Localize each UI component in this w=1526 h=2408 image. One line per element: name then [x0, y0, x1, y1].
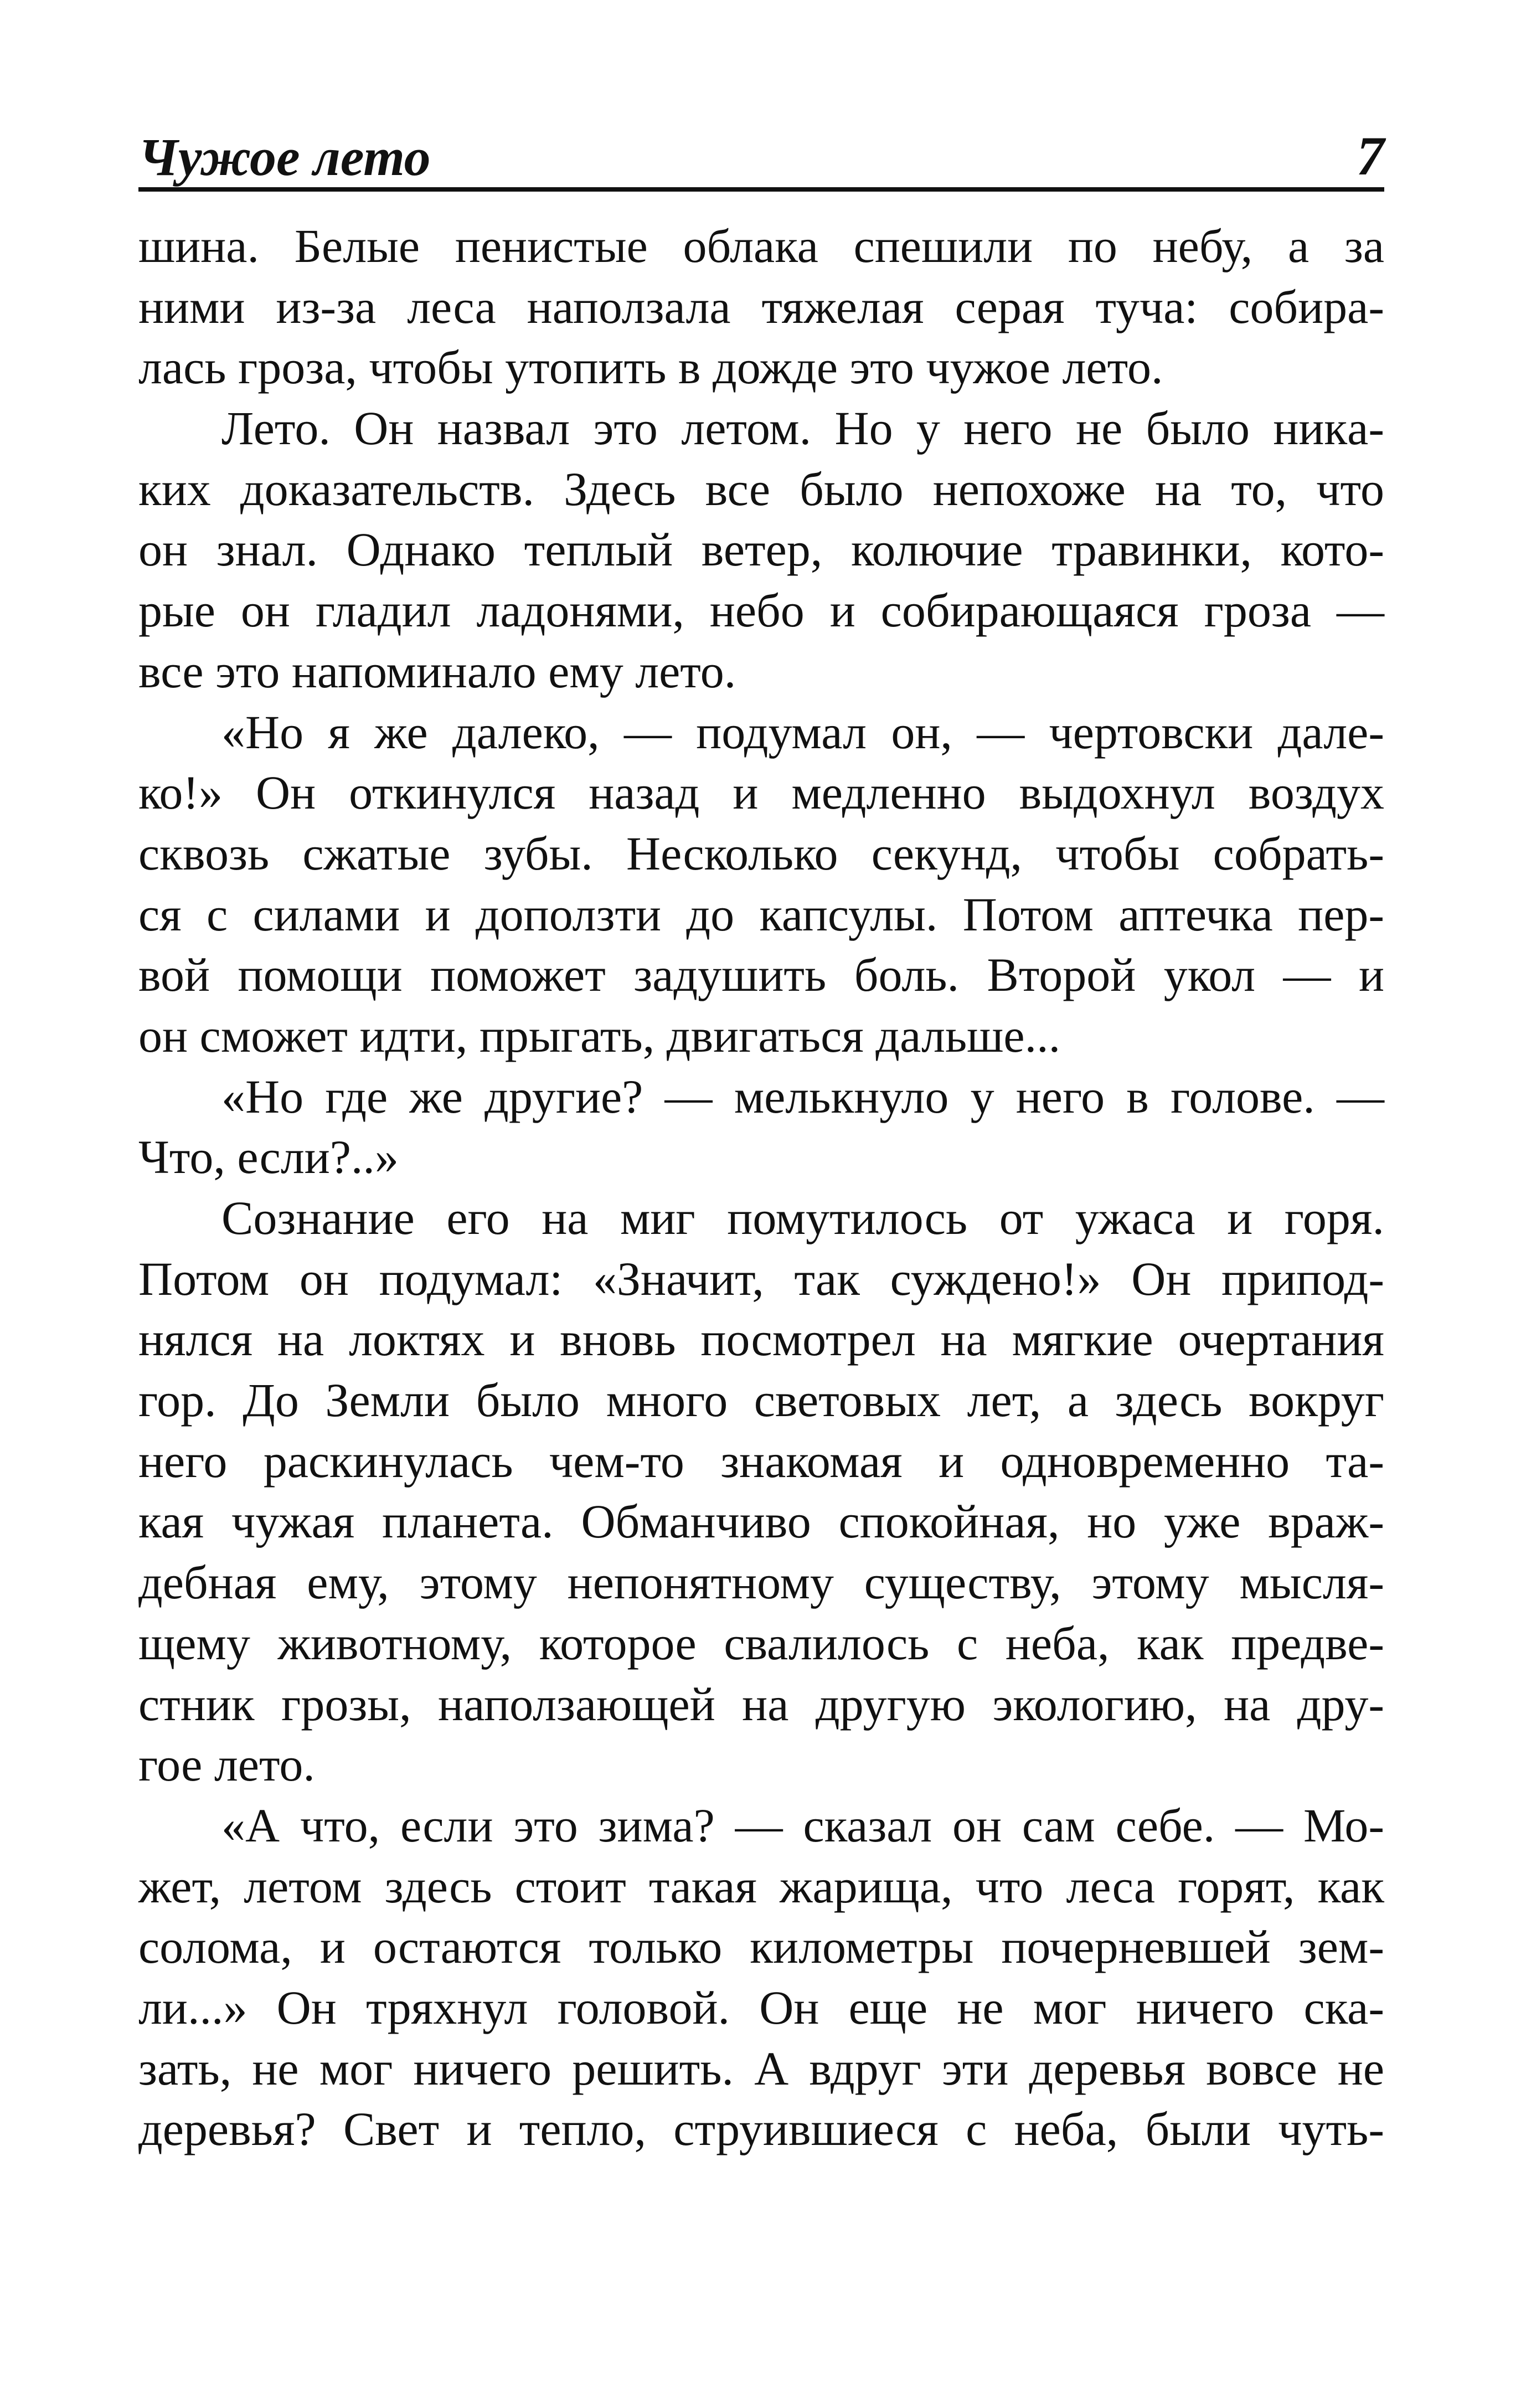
- text-line: ко!» Он откинулся назад и медленно выдохнул воздух: [138, 766, 1384, 820]
- paragraph: [138, 1795, 1384, 2160]
- running-head-title: Чужое лето: [138, 127, 431, 187]
- text-line: щему животному, которое свалилось с неба, как предве-: [138, 1616, 1384, 1670]
- text-line: ких доказательств. Здесь все было непохоже на то, что: [138, 462, 1384, 516]
- text-line: «А что, если это зима? — сказал он сам себе. — Мо-: [221, 1798, 1384, 1852]
- text-line: гор. До Земли было много световых лет, а здесь вокруг: [138, 1373, 1384, 1427]
- text-line: «Но где же другие? — мелькнуло у него в голове. —: [221, 1069, 1384, 1123]
- text-line: солома, и остаются только километры почерневшей зем-: [138, 1920, 1384, 1974]
- text-line: «Но я же далеко, — подумал он, — чертовски дале-: [221, 705, 1384, 759]
- paragraph: [138, 1188, 1384, 1795]
- text-line: гое лето.: [138, 1738, 315, 1792]
- text-line: вой помощи поможет задушить боль. Второй укол — и: [138, 948, 1384, 1002]
- text-line: дебная ему, этому непонятному существу, этому мысля-: [138, 1556, 1384, 1609]
- text-line: шина. Белые пенистые облака спешили по небу, а за: [138, 219, 1384, 272]
- text-line: сквозь сжатые зубы. Несколько секунд, чтобы собрать-: [138, 826, 1384, 880]
- text-line: все это напоминало ему лето.: [138, 644, 736, 698]
- text-line: он знал. Однако теплый ветер, колючие травинки, кото-: [138, 523, 1384, 577]
- text-line: стник грозы, наползающей на другую экологию, на дру-: [138, 1677, 1384, 1731]
- text-line: ними из-за леса наползала тяжелая серая туча: собира-: [138, 280, 1384, 333]
- page-number: 7: [1357, 125, 1384, 187]
- paragraph: [138, 398, 1384, 702]
- text-line: зать, не мог ничего решить. А вдруг эти деревья вовсе не: [138, 2041, 1384, 2095]
- text-line: он сможет идти, прыгать, двигаться дальше...: [138, 1009, 1061, 1062]
- paragraph: [138, 216, 1384, 398]
- text-line: Лето. Он назвал это летом. Но у него не было никa-: [221, 402, 1384, 455]
- text-line: нялся на локтях и вновь посмотрел на мягкие очертания: [138, 1313, 1384, 1366]
- paragraph: [138, 1067, 1384, 1188]
- text-line: лась гроза, чтобы утопить в дожде это чужое лето.: [138, 341, 1163, 394]
- text-line: ли...» Он тряхнул головой. Он еще не мог ничего ска-: [138, 1980, 1384, 2034]
- text-line: Сознание его на миг помутилось от ужаса и горя.: [221, 1191, 1384, 1244]
- text-line: жет, летом здесь стоит такая жарища, что леса горят, как: [138, 1859, 1384, 1913]
- running-head: [138, 123, 1384, 189]
- text-line: ся с силами и доползти до капсулы. Потом аптечка пер-: [138, 887, 1384, 941]
- header-rule: [138, 187, 1384, 192]
- paragraph: [138, 702, 1384, 1067]
- text-body: [138, 216, 1384, 2160]
- text-line: Потом он подумал: «Значит, так суждено!» Он припод-: [138, 1252, 1384, 1305]
- text-line: деревья? Свет и тепло, струившиеся с неба, были чуть-: [138, 2102, 1384, 2156]
- text-line: кая чужая планета. Обманчиво спокойная, но уже враж-: [138, 1495, 1384, 1548]
- text-line: рые он гладил ладонями, небо и собирающаяся гроза —: [138, 584, 1384, 637]
- text-line: Что, если?..»: [138, 1130, 399, 1184]
- text-line: него раскинулась чем-то знакомая и одновременно та-: [138, 1434, 1384, 1488]
